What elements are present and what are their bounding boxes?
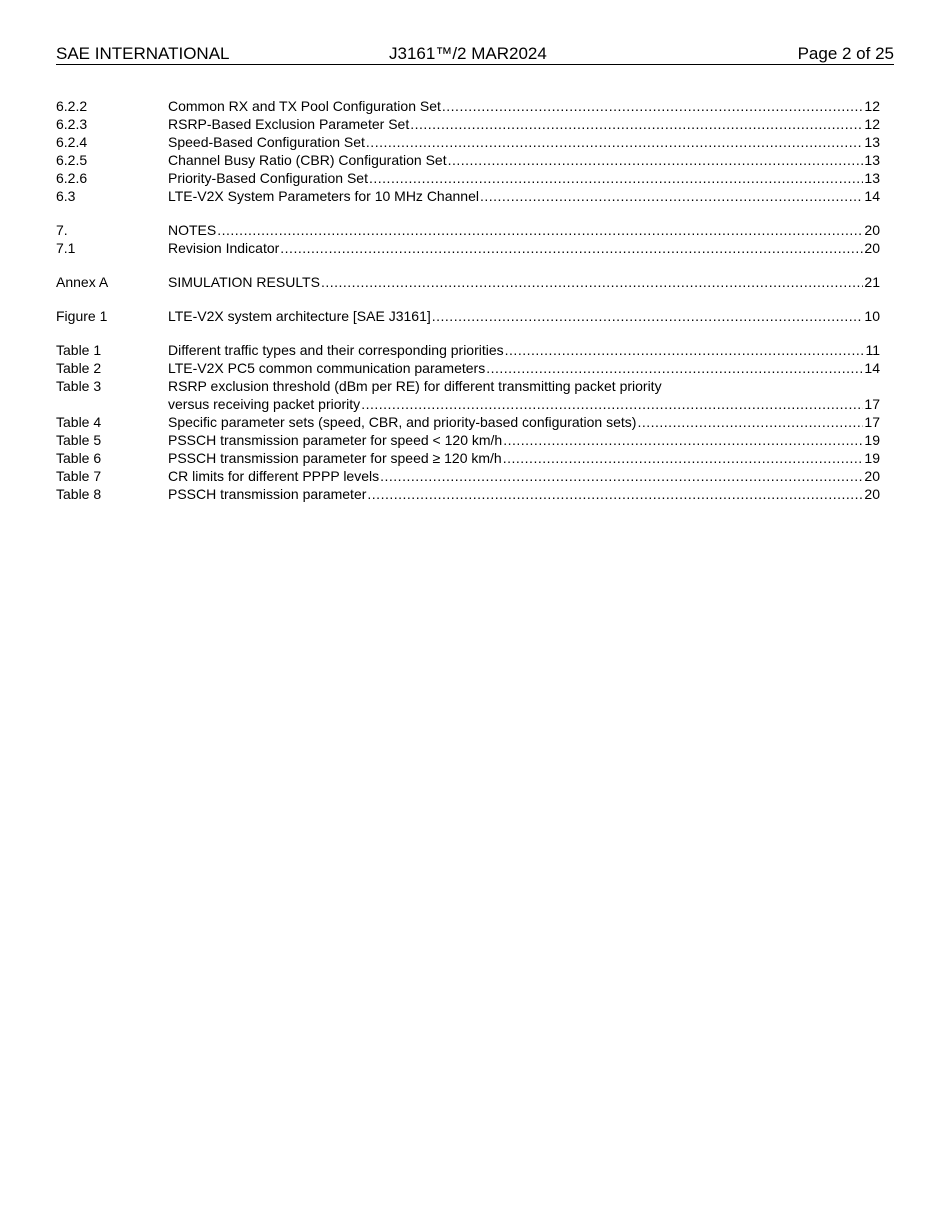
table-of-contents [56, 97, 880, 519]
toc-entry[interactable] [56, 449, 880, 467]
toc-entry-body [168, 187, 880, 205]
toc-entry-number: Table 8 [56, 486, 102, 502]
toc-dot-leader [217, 221, 863, 239]
toc-entry[interactable] [56, 115, 880, 133]
toc-entry-line [168, 115, 880, 133]
toc-entry-body [168, 413, 880, 431]
toc-entry-number: Table 7 [56, 468, 102, 484]
toc-entry-body [168, 169, 880, 187]
toc-entry-title: LTE-V2X system architecture [SAE J3161] [168, 308, 431, 324]
toc-entry-title: Common RX and TX Pool Configuration Set [168, 98, 441, 114]
toc-dot-leader [432, 307, 864, 325]
toc-entry-title: Speed-Based Configuration Set [168, 134, 365, 150]
toc-entry-page: 20 [864, 468, 880, 484]
toc-entry-page: 12 [864, 116, 880, 132]
toc-entry-body [168, 359, 880, 377]
toc-entry-line [168, 395, 880, 413]
toc-dot-leader [380, 467, 863, 485]
toc-entry[interactable] [56, 151, 880, 169]
toc-entry-number: Table 6 [56, 450, 102, 466]
toc-entry-body [168, 341, 880, 359]
toc-entry[interactable] [56, 359, 880, 377]
toc-entry-line [168, 341, 880, 359]
toc-entry-line [168, 187, 880, 205]
toc-entry-page: 13 [864, 170, 880, 186]
toc-entry-title: NOTES [168, 222, 217, 238]
toc-entry-number: 6.2.5 [56, 152, 88, 168]
toc-entry[interactable] [56, 485, 880, 503]
toc-entry-line [168, 273, 880, 291]
toc-dot-leader [367, 485, 863, 503]
toc-group [56, 341, 880, 503]
toc-entry-body [168, 97, 880, 115]
toc-entry[interactable] [56, 221, 880, 239]
toc-entry-title: Channel Busy Ratio (CBR) Configuration Set [168, 152, 447, 168]
toc-entry-number: Table 5 [56, 432, 102, 448]
toc-entry-body [168, 273, 880, 291]
toc-entry-number: Annex A [56, 274, 109, 290]
toc-entry-line [168, 467, 880, 485]
toc-entry-page: 13 [864, 134, 880, 150]
toc-dot-leader [366, 133, 864, 151]
toc-entry-number: Figure 1 [56, 308, 108, 324]
toc-entry[interactable] [56, 377, 880, 413]
toc-entry-line [168, 485, 880, 503]
toc-dot-leader [280, 239, 863, 257]
toc-entry-line [168, 169, 880, 187]
toc-entry-title: PSSCH transmission parameter for speed < 120 km/h [168, 432, 503, 448]
toc-entry-page: 21 [864, 274, 880, 290]
toc-dot-leader [410, 115, 863, 133]
toc-entry-page: 19 [864, 450, 880, 466]
toc-entry-line [168, 359, 880, 377]
header-organization: SAE INTERNATIONAL [56, 44, 230, 63]
toc-entry-page: 20 [864, 486, 880, 502]
toc-entry-page: 13 [864, 152, 880, 168]
toc-entry-title: PSSCH transmission parameter for speed ≥ 120 km/h [168, 450, 502, 466]
toc-entry-title: Different traffic types and their corresponding priorities [168, 342, 504, 358]
toc-entry-line [168, 307, 880, 325]
toc-entry[interactable] [56, 97, 880, 115]
toc-entry-line [168, 431, 880, 449]
toc-entry-page: 20 [864, 222, 880, 238]
toc-entry-title: LTE-V2X PC5 common communication parameters [168, 360, 486, 376]
toc-dot-leader [361, 395, 863, 413]
toc-group [56, 221, 880, 257]
toc-entry-title: Revision Indicator [168, 240, 280, 256]
toc-group [56, 307, 880, 325]
toc-entry-body [168, 377, 880, 413]
toc-entry-number: Table 1 [56, 342, 102, 358]
toc-entry-page: 12 [864, 98, 880, 114]
header-document-id: J3161™/2 MAR2024 [389, 44, 547, 63]
toc-entry-body [168, 115, 880, 133]
toc-entry-body [168, 133, 880, 151]
toc-entry-number: 6.2.3 [56, 116, 88, 132]
toc-entry-title: CR limits for different PPPP levels [168, 468, 380, 484]
toc-dot-leader [321, 273, 863, 291]
toc-entry-number: 6.2.4 [56, 134, 88, 150]
toc-dot-leader [503, 449, 864, 467]
toc-dot-leader [448, 151, 864, 169]
toc-dot-leader [505, 341, 865, 359]
header-page-number: Page 2 of 25 [797, 44, 894, 63]
toc-entry-number: 7.1 [56, 240, 76, 256]
toc-entry-title: versus receiving packet priority [168, 396, 361, 412]
toc-entry-title: Priority-Based Configuration Set [168, 170, 368, 186]
toc-entry-line [168, 151, 880, 169]
toc-dot-leader [486, 359, 863, 377]
toc-entry[interactable] [56, 413, 880, 431]
toc-entry-line [168, 97, 880, 115]
toc-entry[interactable] [56, 307, 880, 325]
toc-entry-body [168, 431, 880, 449]
toc-dot-leader [442, 97, 864, 115]
toc-entry-number: 6.2.6 [56, 170, 88, 186]
toc-entry-page: 20 [864, 240, 880, 256]
toc-entry-body [168, 151, 880, 169]
toc-entry[interactable] [56, 467, 880, 485]
toc-entry-number: Table 2 [56, 360, 102, 376]
toc-entry-line [168, 221, 880, 239]
toc-dot-leader [637, 413, 863, 431]
toc-entry[interactable] [56, 431, 880, 449]
toc-entry-title-line: RSRP exclusion threshold (dBm per RE) for different transmitting packet priority [168, 378, 662, 394]
toc-entry-number: 7. [56, 222, 68, 238]
toc-entry-line [168, 239, 880, 257]
toc-entry-line [168, 133, 880, 151]
toc-entry[interactable] [56, 239, 880, 257]
toc-entry[interactable] [56, 133, 880, 151]
toc-entry-page: 14 [864, 360, 880, 376]
toc-entry-body [168, 221, 880, 239]
toc-entry-body [168, 467, 880, 485]
toc-entry-body [168, 239, 880, 257]
toc-entry-line [168, 449, 880, 467]
toc-entry-page: 19 [864, 432, 880, 448]
toc-entry-page: 17 [864, 414, 880, 430]
toc-entry-page: 17 [864, 396, 880, 412]
toc-entry-title: PSSCH transmission parameter [168, 486, 367, 502]
toc-entry-title: SIMULATION RESULTS [168, 274, 320, 290]
toc-dot-leader [480, 187, 863, 205]
toc-entry-body [168, 485, 880, 503]
toc-entry-number: 6.2.2 [56, 98, 88, 114]
toc-dot-leader [369, 169, 863, 187]
toc-entry-page: 11 [865, 342, 880, 358]
toc-entry[interactable] [56, 273, 880, 291]
toc-entry-page: 14 [864, 188, 880, 204]
toc-dot-leader [503, 431, 863, 449]
page-header [56, 44, 894, 65]
toc-entry[interactable] [56, 169, 880, 187]
toc-entry-body [168, 307, 880, 325]
toc-entry-title: LTE-V2X System Parameters for 10 MHz Channel [168, 188, 479, 204]
toc-entry-number: Table 4 [56, 414, 102, 430]
toc-group [56, 97, 880, 205]
toc-entry[interactable] [56, 187, 880, 205]
toc-entry-title: Specific parameter sets (speed, CBR, and priority-based configuration sets) [168, 414, 637, 430]
toc-entry-line [168, 413, 880, 431]
toc-entry-title: RSRP-Based Exclusion Parameter Set [168, 116, 410, 132]
toc-entry-body [168, 449, 880, 467]
toc-entry[interactable] [56, 341, 880, 359]
toc-entry-number: 6.3 [56, 188, 76, 204]
toc-group [56, 273, 880, 291]
toc-entry-number: Table 3 [56, 378, 102, 394]
toc-entry-page: 10 [864, 308, 880, 324]
